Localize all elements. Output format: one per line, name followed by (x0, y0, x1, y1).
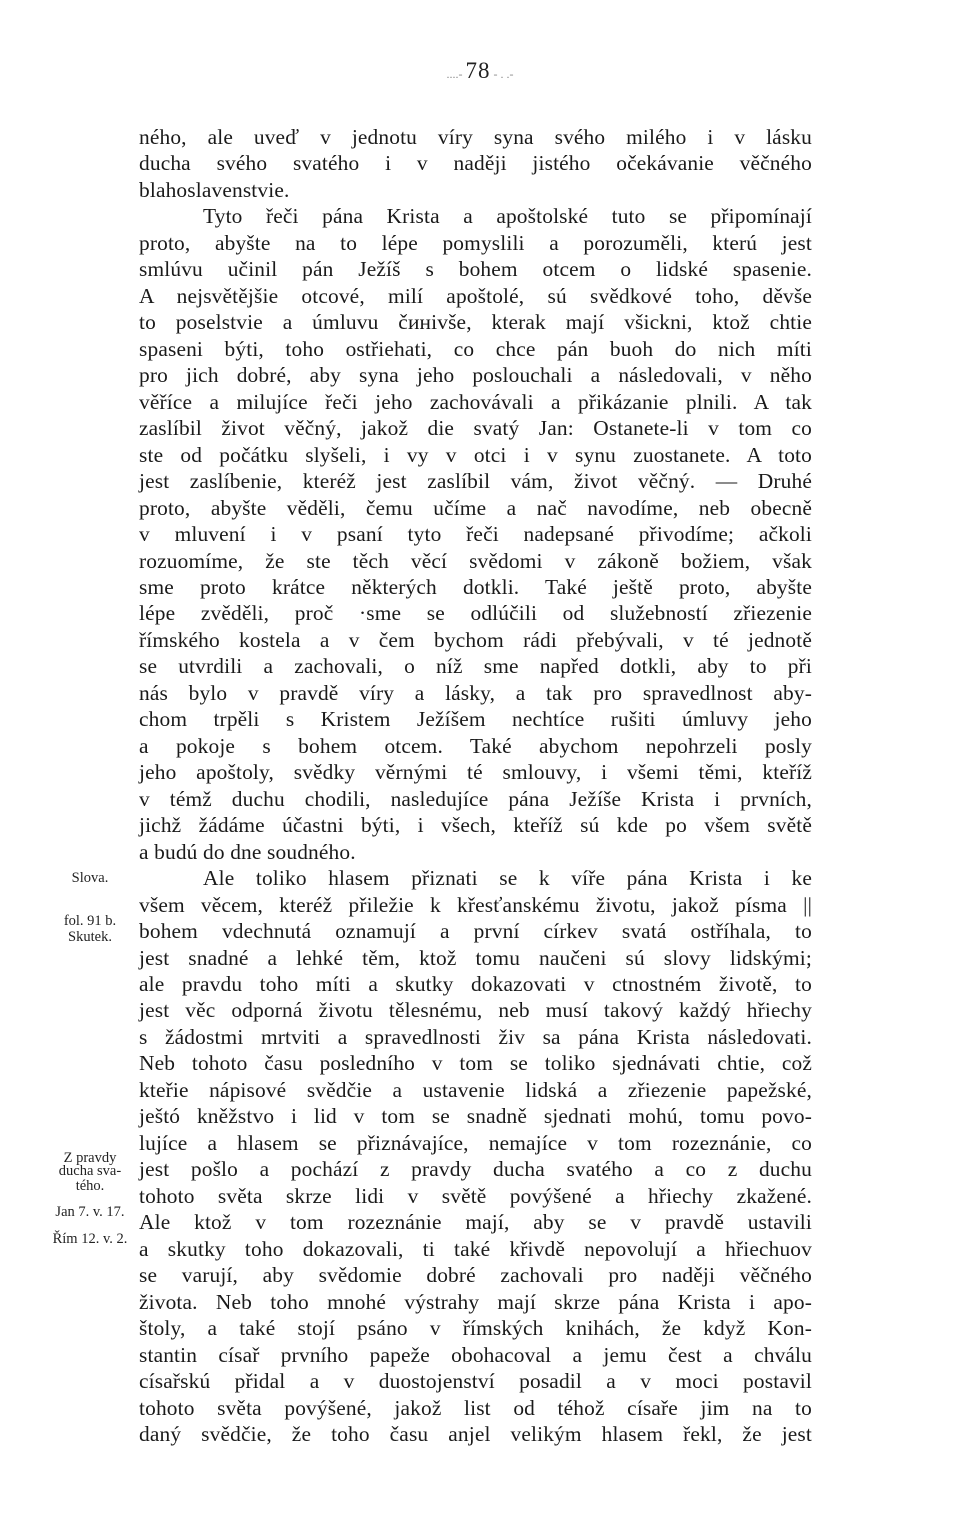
text-line: jest pošlo a pochází z pravdy ducha svatého a co z duchu (139, 1157, 812, 1182)
text-line: stantin císař prvního papeže obohacoval a jemu čest a chválu (139, 1342, 812, 1367)
text-line: ste od počátku slyšeli, i vy v otci i v synu zuostanete. A toto (139, 442, 812, 467)
margin-note: Jan 7. v. 17. (55, 1204, 125, 1221)
text-line: jichž žádáme účastni býti, i všech, kteříž sú kde po všem světě (139, 813, 812, 838)
text-line: rozuomíme, že ste těch věcí svědomi v zákoně božiem, však (139, 548, 812, 573)
text-line: Neb tohoto času posledního v tom se toliko sjednávati chtie, což (139, 1051, 812, 1076)
text-line: se varují, aby svědomie dobré zachovali pro naději věčného (139, 1263, 812, 1288)
text-line: štoly, a také stojí psáno v římských knihách, že když Kon- (139, 1316, 812, 1341)
text-line: všem věcem, kteréž přiležie k křesťanskému životu, jakož písma || (139, 892, 812, 917)
text-line: Ale toliko hlasem přiznati se k víře pána Krista i ke (203, 866, 812, 891)
margin-note: fol. 91 b. (63, 912, 117, 929)
margin-note: tého. (75, 1177, 105, 1194)
text-line: kteřie nápisové svědčie a ustavenie lidská a zřiezenie papežské, (139, 1077, 812, 1102)
text-line: bohem vdechnutá oznamují a první církev svatá ostříhala, to (139, 919, 812, 944)
text-line: ducha svého svatého i v naději jistého očekávanie věčného (139, 151, 812, 176)
text-line: proto, abyšte věděli, čemu učíme a nač navodíme, neb obecně (139, 495, 812, 520)
text-line: tohoto světa povýšené, jakož list od téhož císaře jim na to (139, 1395, 812, 1420)
text-line: daný svědčie, že toho času anjel velikým hlasem řekl, že jest (139, 1421, 812, 1446)
text-line: A nejsvětějšie otcové, milí apoštolé, sú svědkové toho, děvše (139, 283, 812, 308)
text-line: věříce a milujíce řeči jeho zachovávali a přikázanie plnili. A tak (139, 389, 812, 414)
text-line: Tyto řeči pána Krista a apoštolské tuto se připomínají (203, 204, 812, 229)
text-line: proto, abyšte na to lépe pomyslili a porozuměli, kterú jest (139, 230, 812, 255)
margin-note: Řím 12. v. 2. (52, 1230, 128, 1247)
text-line: císařskú přidal a v duostojenství posadil a v moci postavil (139, 1369, 812, 1394)
text-line: se utvrdili a zachovali, o níž sme napřed dotkli, aby to při (139, 654, 812, 679)
text-line: pro jich dobré, aby syna jeho poslouchali a následovali, v něho (139, 363, 812, 388)
text-line: s žádostmi mrtviti a spravedlnosti živ sa pána Krista následovati. (139, 1024, 812, 1049)
margin-note: ducha sva- (58, 1163, 122, 1180)
text-line: Ale ktož v tom rozeznánie mají, aby se v pravdě ustavili (139, 1210, 812, 1235)
text-line: a pokoje s bohem otcem. Také abychom nepohrzeli posly (139, 733, 812, 758)
main-text-block (139, 124, 812, 1447)
text-line: lujíce a hlasem se přiznávajíce, nemajíce v tom rozeznánie, co (139, 1130, 812, 1155)
text-line: zaslíbil život věčný, jakož die svatý Jan: Ostanete-li v tom co (139, 416, 812, 441)
text-line: jest zaslíbenie, kteréž jest zaslíbil vám, život věčný. — Druhé (139, 469, 812, 494)
text-line: tohoto světa skrze lidi v světě povýšené a hřiechy zkažené. (139, 1183, 812, 1208)
margin-note: Z pravdy (63, 1149, 117, 1166)
text-line: v témž duchu chodili, nasledujíce pána Ježíše Krista i prvních, (139, 786, 812, 811)
text-line: smlúvu učinil pán Ježíš s bohem otcem o lidské spasenie. (139, 257, 812, 282)
text-line: jest snadné a lehké těm, ktož tomu naučeni sú slovy lidskými; (139, 945, 812, 970)
text-line: chom trpěli s Kristem Ježíšem nechtíce rušiti úmluvy jeho (139, 707, 812, 732)
page-number-prefix: ....- (446, 67, 466, 81)
text-line: a budú do dne soudného. (139, 839, 356, 864)
page-number-suffix: - . .- (490, 67, 514, 81)
text-line: lépe zvěděli, proč ·sme se odlúčili od služebností zřiezenie (139, 601, 812, 626)
text-line: to poselstvie a úmluvu čинivše, kterak mají všickni, ktož chtie (139, 310, 812, 335)
margin-note: Slova. (71, 870, 109, 887)
text-line: života. Neb toho mnohé výstrahy mají skrze pána Krista i apo- (139, 1289, 812, 1314)
text-line: římského kostela a v čem bychom rádi přebývali, v té jednotě (139, 627, 812, 652)
text-line: blahoslavenstvie. (139, 177, 290, 202)
text-line: a skutky toho dokazovali, ti také křivdě nepovolují a hřiechuov (139, 1236, 812, 1261)
text-line: v mluvení i v psaní tyto řeči nadepsané přivodíme; ačkoli (139, 522, 812, 547)
text-line: ale pravdu toho míti a skutky dokazovati v ctnostném životě, to (139, 972, 812, 996)
page-number-value: 78 (465, 58, 491, 83)
text-line: spaseni býti, toho ostřiehati, co chce pán buoh do nich míti (139, 336, 812, 361)
text-line: nás bylo v pravdě víry a lásky, a tak pro spravedlnost aby- (139, 680, 812, 705)
text-line: jest věc odporná životu tělesnému, neb musí takový každý hřiechy (139, 998, 812, 1023)
margin-note: Skutek. (68, 928, 112, 945)
text-line: ného, ale uveď v jednotu víry syna svého milého i v lásku (139, 125, 812, 149)
text-line: jeho apoštoly, svědky věrnými té smlouvy, i všemi těmi, kteříž (139, 760, 812, 785)
text-line: ještó kněžstvo i lid v tom se snadně sjednati mohú, tomu povo- (139, 1104, 812, 1129)
page-number (0, 58, 960, 84)
text-line: sme proto krátce některých dotkli. Také ještě proto, abyšte (139, 574, 812, 599)
